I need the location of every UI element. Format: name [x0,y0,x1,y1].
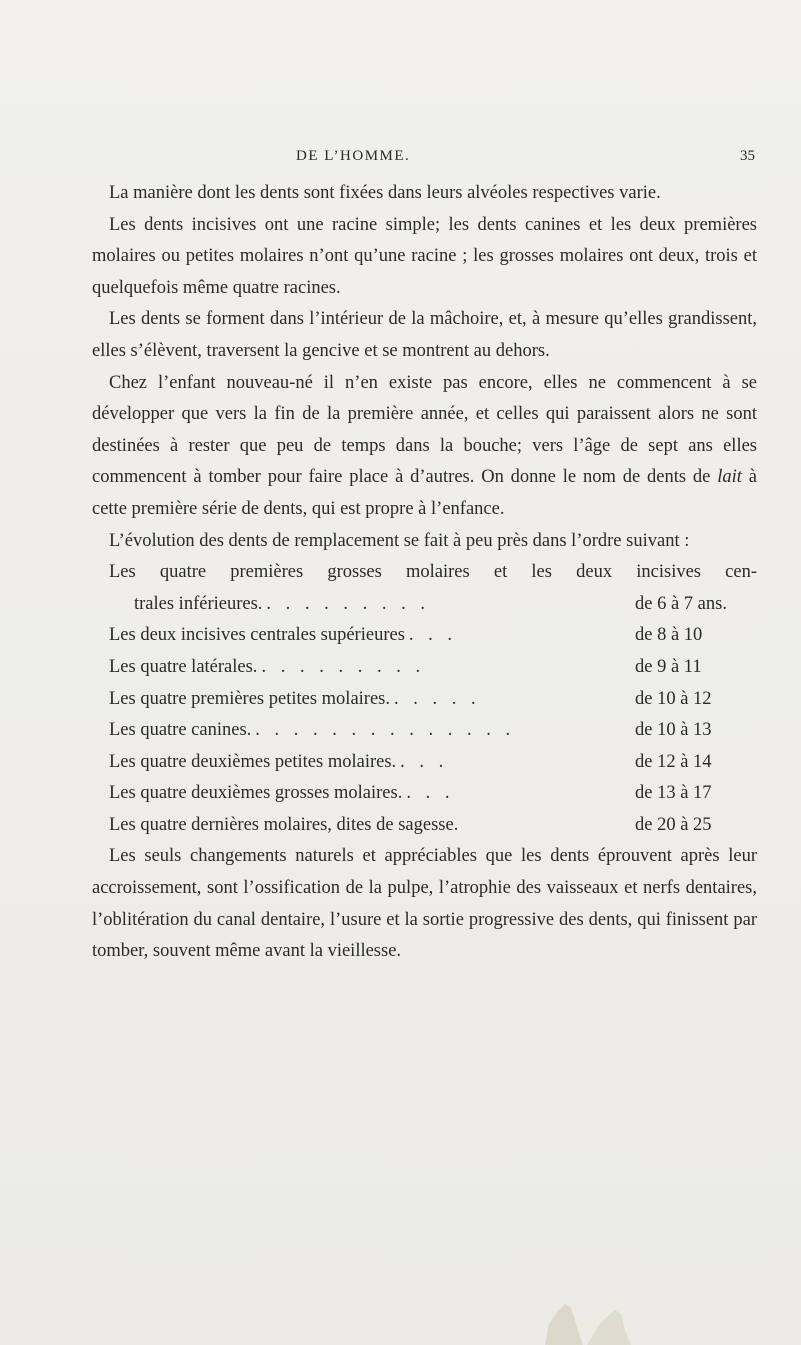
page-header [0,148,801,172]
paragraph-4-part-2: à cette première série de dents, qui est propre à l’enfance. [92,467,757,519]
list-item-label: Les quatre deuxièmes grosses molaires. [109,783,403,804]
list-item-label: Les quatre deuxièmes petites molaires. [109,751,397,772]
list-item-age: de 10 à 13 [635,720,712,741]
leader-dots: . . . . . . . . . . . . . . [255,720,516,741]
leader-dots: . . . [406,783,455,804]
list-item-label: trales inférieures. [134,593,263,614]
list-item-label: Les deux incisives centrales supérieures [109,625,405,646]
paragraph-4 [92,368,757,526]
list-item [92,810,757,842]
paragraph-3: Les dents se forment dans l’intérieur de la mâchoire, et, à mesure qu’elles grandissent, elles s’élèvent, traversent la gencive et se montrent au dehors. [92,309,757,361]
body-text [92,178,757,968]
paragraph-1: La manière dont les dents sont fixées dans leurs alvéoles respectives varie. [109,183,661,203]
list-item [92,589,757,621]
list-item-age: de 10 à 12 [635,688,712,709]
eruption-list-intro: Les quatre premières grosses molaires et les deux incisives cen- [109,562,757,583]
list-item [92,778,757,810]
leader-dots: . . . . . . . . . [266,593,431,614]
paragraph-5: L’évolution des dents de remplacement se fait à peu près dans l’ordre suivant : [109,530,690,551]
list-item [92,747,757,779]
list-item [92,715,757,747]
paper-stain-mark [535,1290,645,1345]
italic-term-lait: lait [717,467,742,488]
page-number: 35 [740,148,755,164]
paragraph-6: Les seuls changements naturels et appréciables que les dents éprouvent après leur accroissement, sont l’ossification de la pulpe, l’atrophie des vaisseaux et nerfs dentaires, l’oblitération du canal dentaire, l’usure et la sortie progressive des dents, qui finissent par tomber, souvent même avant la vieillesse. [92,846,757,962]
leader-dots: . . . [400,751,449,772]
running-title: DE L’HOMME. [296,148,411,164]
leader-dots: . . . . . [394,688,481,709]
list-item-label: Les quatre premières petites molaires. [109,688,390,709]
list-item [92,652,757,684]
list-item-age: de 8 à 10 [635,625,703,646]
leader-dots: . . . [408,625,458,646]
leader-dots: . . . . . . . . . [261,656,426,677]
paragraph-2: Les dents incisives ont une racine simple; les dents canines et les deux premières molaires ou petites molaires n’ont qu’une racine ; les grosses molaires ont deux, trois et quelquefois même quatre racines. [92,214,757,298]
list-item-age: de 13 à 17 [635,783,712,804]
list-item-label: Les quatre dernières molaires, dites de sagesse. [109,814,459,835]
list-item-label: Les quatre latérales. [109,656,258,677]
list-item-age: de 6 à 7 ans. [635,593,727,614]
list-item-age: de 12 à 14 [635,751,712,772]
list-item [92,620,757,652]
list-item-label: Les quatre canines. [109,720,252,741]
eruption-list [92,557,757,841]
list-item-age: de 9 à 11 [635,656,702,677]
paragraph-4-part-1: Chez l’enfant nouveau-né il n’en existe pas encore, elles ne commencent à se développer que vers la fin de la première année, et celles qui paraissent alors ne sont destinées à rester que peu de temps dans la bouche; vers l’âge de sept ans elles commencent à tomber pour faire place à d’autres. On donne le nom de dents de [92,372,757,488]
list-item-age: de 20 à 25 [635,814,712,835]
list-item [92,684,757,716]
